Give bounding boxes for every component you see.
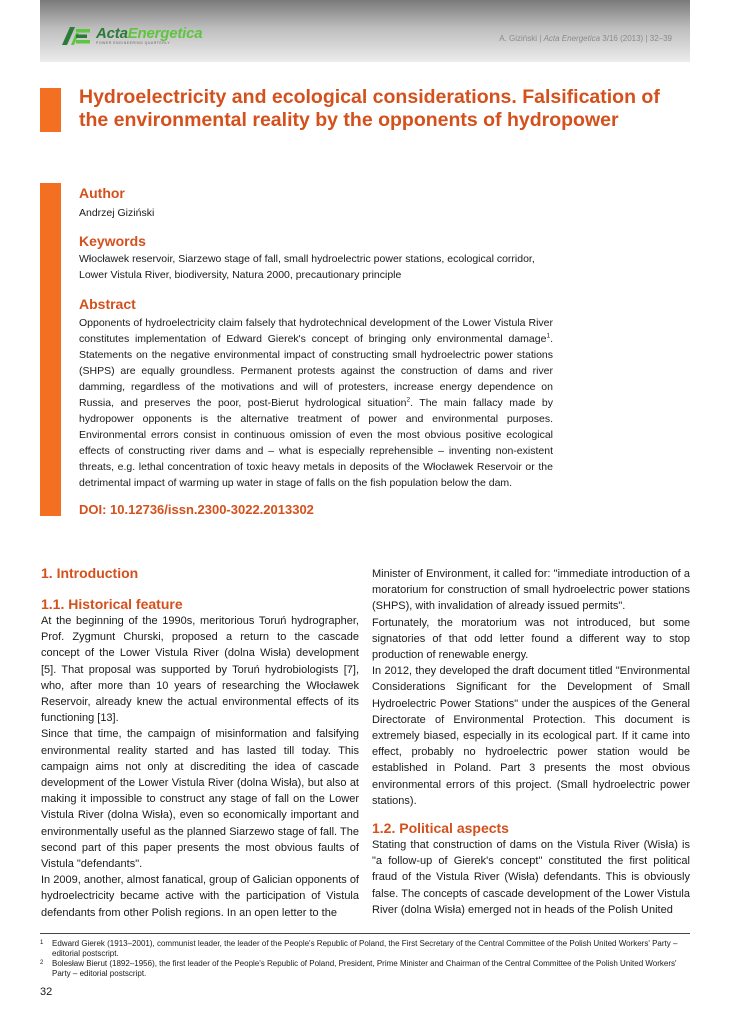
abstract-accent-bar bbox=[40, 183, 61, 516]
journal-name: ActaEnergetica bbox=[96, 25, 203, 42]
keywords-text: Włocławek reservoir, Siarzewo stage of fall, small hydroelectric power stations, ecological corridor, Lower Vistula River, biodiversity, Natura 2000, precautionary principle bbox=[79, 253, 535, 281]
keywords-heading: Keywords bbox=[79, 233, 146, 249]
body-column-right bbox=[372, 566, 690, 918]
footnote-divider bbox=[40, 933, 690, 934]
journal-tagline: POWER ENGINEERING QUARTERLY bbox=[96, 41, 171, 45]
article-title: Hydroelectricity and ecological considerations. Falsification of the environmental reality by the opponents of hydropower bbox=[79, 86, 660, 131]
paragraph: In 2012, they developed the draft document titled "Environmental Considerations Significant for the Development of Small Hydroelectric Power Stations" under the auspices of the General Directorate of Environmental Protection. This document is extremely biased, especially in its ecological part. If it came into effect, probably no hydroelectric power station would be established in Poland. Part 3 presents the most obvious environmental errors of this project. (Small hydroelectric power stations). bbox=[372, 665, 690, 807]
abstract-text: Opponents of hydroelectricity claim falsely that hydrotechnical development of the Lower Vistula River constitutes implementation of Edward Gierek's concept of bringing only environmental damage$^1$. Statements on the negative environmental impact of constructing small hydroelectric power stations (SHPS) are equally groundless. Permanent protests against the construction of dams and river damming, regardless of the motivations and will of protesters, increase energy dependence on Russia, and preserves the poor, post-Bierut hydrological situation$^2$. The main fallacy made by hydropower opponents is the alternative treatment of power and environmental purposes. Environmental errors consist in continuous omission of even the most obvious positive ecological effects of constructing river dams and – what is especially reprehensible – inventing non-existent threats, e.g. lethal concentration of toxic heavy metals in deposits of the Włocławek Reservoir or the detrimental impact of warming up water in stage of falls on the fish population below the dam. bbox=[79, 317, 553, 489]
doi: DOI: 10.12736/issn.2300-3022.2013302 bbox=[79, 502, 314, 517]
section-heading-political: 1.2. Political aspects bbox=[372, 820, 509, 837]
abstract-heading: Abstract bbox=[79, 296, 136, 312]
running-head: A. Giziński | Acta Energetica 3/16 (2013) | 32–39 bbox=[499, 34, 672, 43]
paragraph: Minister of Environment, it called for: "immediate introduction of a moratorium for construction of small hydroelectric power stations (SHPS), with invalidation of already issued permits". bbox=[372, 568, 690, 613]
section-heading-introduction: 1. Introduction bbox=[41, 565, 139, 581]
paragraph: Stating that construction of dams on the Vistula River (Wisła) is "a follow-up of Gierek's concept" constituted the first political fraud of the Vistula River (Wisła) defendants. This is obviously false. The concepts of cascade development of the Lower Vistula River (dolna Wisła) emerged not in heads of the Polish United bbox=[372, 839, 690, 916]
paragraph: Since that time, the campaign of misinformation and falsifying environmental reality started and has lasted till today. This campaign aims not only at discrediting the idea of cascade development of the Lower Vistula River (dolna Wisła), but also at making it impossible to construct any stage of fall on the Lower Vistula River (dolna Wisła), even so economically important and environmentally useful as the planned Siarzewo stage of fall. The second part of this paper presents the most obvious faults of Vistula "defendants". bbox=[41, 728, 359, 871]
acta-energetica-logo-icon bbox=[62, 27, 92, 45]
page-number: 32 bbox=[40, 986, 53, 998]
page-header bbox=[40, 0, 690, 62]
footnote: 1 Edward Gierek (1913–2001), communist leader, the leader of the People's Republic of Poland, the First Secretary of the Central Committee of the Polish United Workers' Party – editorial postscript. bbox=[40, 939, 678, 958]
author-heading: Author bbox=[79, 185, 125, 201]
section-heading-historical: 1.1. Historical feature bbox=[41, 596, 183, 612]
author-name: Andrzej Giziński bbox=[79, 207, 155, 219]
paragraph: Fortunately, the moratorium was not introduced, but some signatories of that odd letter found a different way to stop production of renewable energy. bbox=[372, 616, 690, 662]
title-accent-bar bbox=[40, 88, 61, 132]
paragraph: At the beginning of the 1990s, meritorious Toruń hydrographer, Prof. Zygmunt Churski, proposed a return to the cascade concept of the Lower Vistula River (dolna Wisła) development [5]. That proposal was supported by Toruń hydrobiologists [7], who, after more than 10 years of researching the Włocławek Reservoir, already knew the actual environmental effects of its functioning [13]. bbox=[41, 615, 359, 725]
journal-logo bbox=[62, 26, 202, 46]
body-column-left bbox=[41, 564, 359, 921]
footnotes bbox=[40, 939, 690, 979]
footnote: 2 Bolesław Bierut (1892–1956), the first leader of the People's Republic of Poland, President, Prime Minister and Chairman of the Central Committee of the Polish United Workers' Party – editorial postscript. bbox=[40, 959, 677, 978]
paragraph: In 2009, another, almost fanatical, group of Galician opponents of hydroelectricity became active with the participation of Vistula defendants from other Polish regions. In an open letter to the bbox=[41, 874, 359, 919]
